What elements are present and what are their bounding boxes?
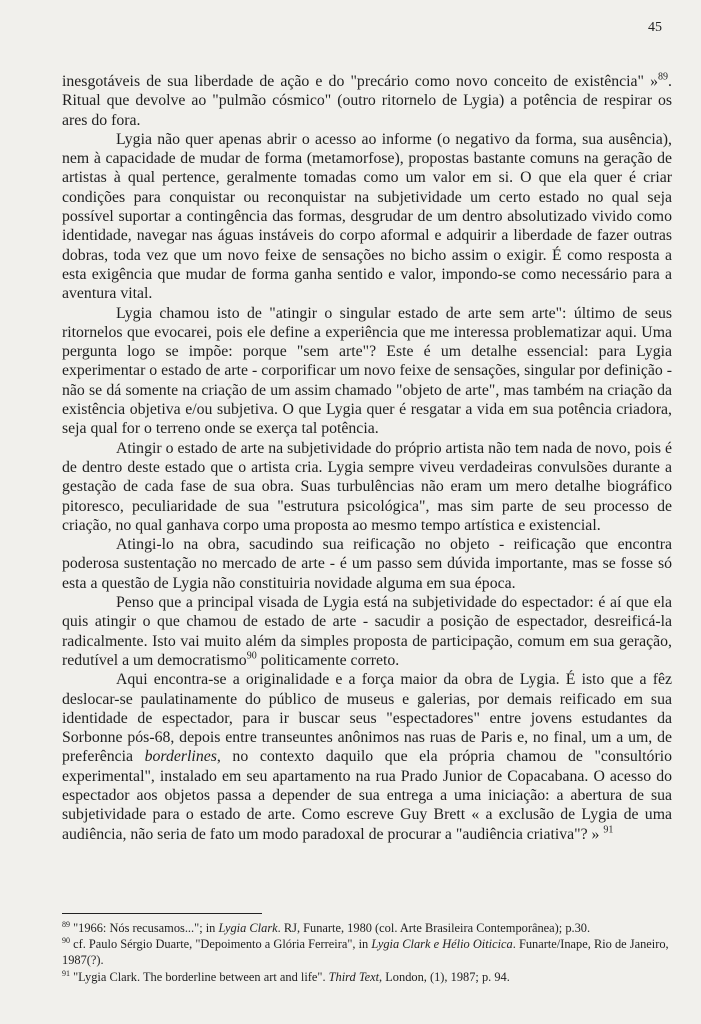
page-number: 45 [648,20,662,35]
footnote-89-title: Lygia Clark [218,921,278,935]
paragraph-6-continuation: politicamente correto. [256,651,400,669]
paragraph-1-text: inesgotáveis de sua liberdade de ação e do "precário como novo conceito de existência" » [62,73,659,90]
paragraph-1 [62,72,672,130]
footnote-90-details: . Funarte/Inape, Rio de Janeiro, 1987(?). [62,937,669,968]
paragraph-5: Atingi-lo na obra, sacudindo sua reificação no objeto - reificação que encontra poderosa sustentação no mercado de arte - é um passo sem dúvida importante, mas se fosse só esta a questão de Lygia não constituiria novidade alguma em sua época. [62,536,672,592]
footnote-91-title: Third Text [328,969,380,984]
footnote-90-title: Lygia Clark e Hélio Oiticica [371,937,513,952]
footnote-89-text: "1966: Nós recusamos..."; in [70,921,219,935]
paragraph-7-italic-term: borderlines [144,748,217,766]
paragraph-1-continuation: . Ritual que devolve ao "pulmão cósmico" (outro ritornelo de Lygia) a potência de respirar os ares do fora. [62,73,672,129]
paragraph-7-continuation: , no contexto daquilo que ela própria chamou de "consultório experimental", instalado em seu apartamento na rua Prado Junior de Copacabana. O acesso do espectador aos objetos passa a depender de sua entrega a uma iniciação: a abertura de sua subjetividade para o estado de arte. Como escreve Guy Brett « a exclusão de Lygia de uma audiência, não seria de fato um modo paradoxal de procurar a "audiência criativa"? » [62,748,672,843]
footnote-91 [62,969,672,985]
paragraph-7-text: Aqui encontra-se a originalidade e a força maior da obra de Lygia. É isto que a fêz deslocar-se paulatinamente do público de museus e galerias, por demais reificado em sua identidade de espectador, para ir buscar seus "espectadores" entre jovens estudantes da Sorbonne pós-68, depois entre transeuntes anônimos nas ruas de Paris e, no final, um a um, de preferência [62,671,672,766]
paragraph-6 [62,593,672,670]
footnote-89-details: . RJ, Funarte, 1980 (col. Arte Brasileira Contemporânea); p.30. [277,921,591,935]
footnote-89-number: 89 [62,919,70,929]
footnote-90 [62,936,672,968]
footnote-90-number: 90 [62,936,70,946]
footnote-91-text: "Lygia Clark. The borderline between art and life". [70,969,329,984]
footnote-90-text: cf. Paulo Sérgio Duarte, "Depoimento a Glória Ferreira", in [70,937,372,952]
paragraph-6-text: Penso que a principal visada de Lygia está na subjetividade do espectador: é aí que ela quis atingir o que chamou de estado de arte - sacudir a posição de espectador, desreificá-la radicalmente. Isto vai muito além da simples proposta de participação, comum em sua geração, redutível a um democratismo [62,594,672,669]
paragraph-4: Atingir o estado de arte na subjetividade do próprio artista não tem nada de novo, pois é de dentro deste estado que o artista cria. Lygia sempre viveu verdadeiras convulsões durante a gestação de cada fase de sua obra. Suas turbulências não eram um mero detalhe biográfico pitoresco, peculiaridade de sua "estrutura psicológica", mas sim parte de seu processo de criação, no qual ganhava corpo uma proposta ao mesmo tempo artística e existencial. [62,439,672,534]
paragraph-7 [62,670,672,844]
footnote-91-number: 91 [62,968,70,978]
footnote-ref-90: 90 [246,650,257,662]
paragraph-2: Lygia não quer apenas abrir o acesso ao informe (o negativo da forma, sua ausência), nem à capacidade de mudar de forma (metamorfose), propostas bastante comuns na geração de artistas à qual pertence, geralmente tomadas como um valor em si. O que ela quer é criar condições para conquistar ou reconquistar na subjetividade um certo estado no qual seja possível suportar a contingência das formas, desgrudar de um dentro absolutizado vivido como identidade, navegar nas águas instáveis do corpo aformal e adquirir a liberdade de fazer outras dobras, toda vez que um novo feixe de sensações no bicho assim o exigir. É como resposta a esta exigência que mudar de forma ganha sentido e valor, impondo-se como necessário para a aventura vital. [62,130,672,303]
paragraph-3: Lygia chamou isto de "atingir o singular estado de arte sem arte": último de seus ritornelos que evocarei, pois ele define a experiência que me interessa problematizar aqui. Uma pergunta logo se impõe: porque "sem arte"? Este é um detalhe essencial: para Lygia experimentar o estado de arte - corporificar um novo feixe de sensações, singular por definição - não se dá somente na criação de um assim chamado "objeto de arte", mas também na criação da existência objetiva e/ou subjetiva. O que Lygia quer é resgatar a vida em sua potência criadora, seja qual for o terreno onde se exerça tal potência. [62,304,672,438]
footnote-divider [62,913,262,914]
footnote-ref-89: 89 [658,71,669,83]
body-text [62,72,672,844]
footnotes [62,920,672,985]
footnote-89 [62,920,672,936]
footnote-ref-91: 91 [603,824,614,836]
footnote-91-details: , London, (1), 1987; p. 94. [379,969,510,984]
